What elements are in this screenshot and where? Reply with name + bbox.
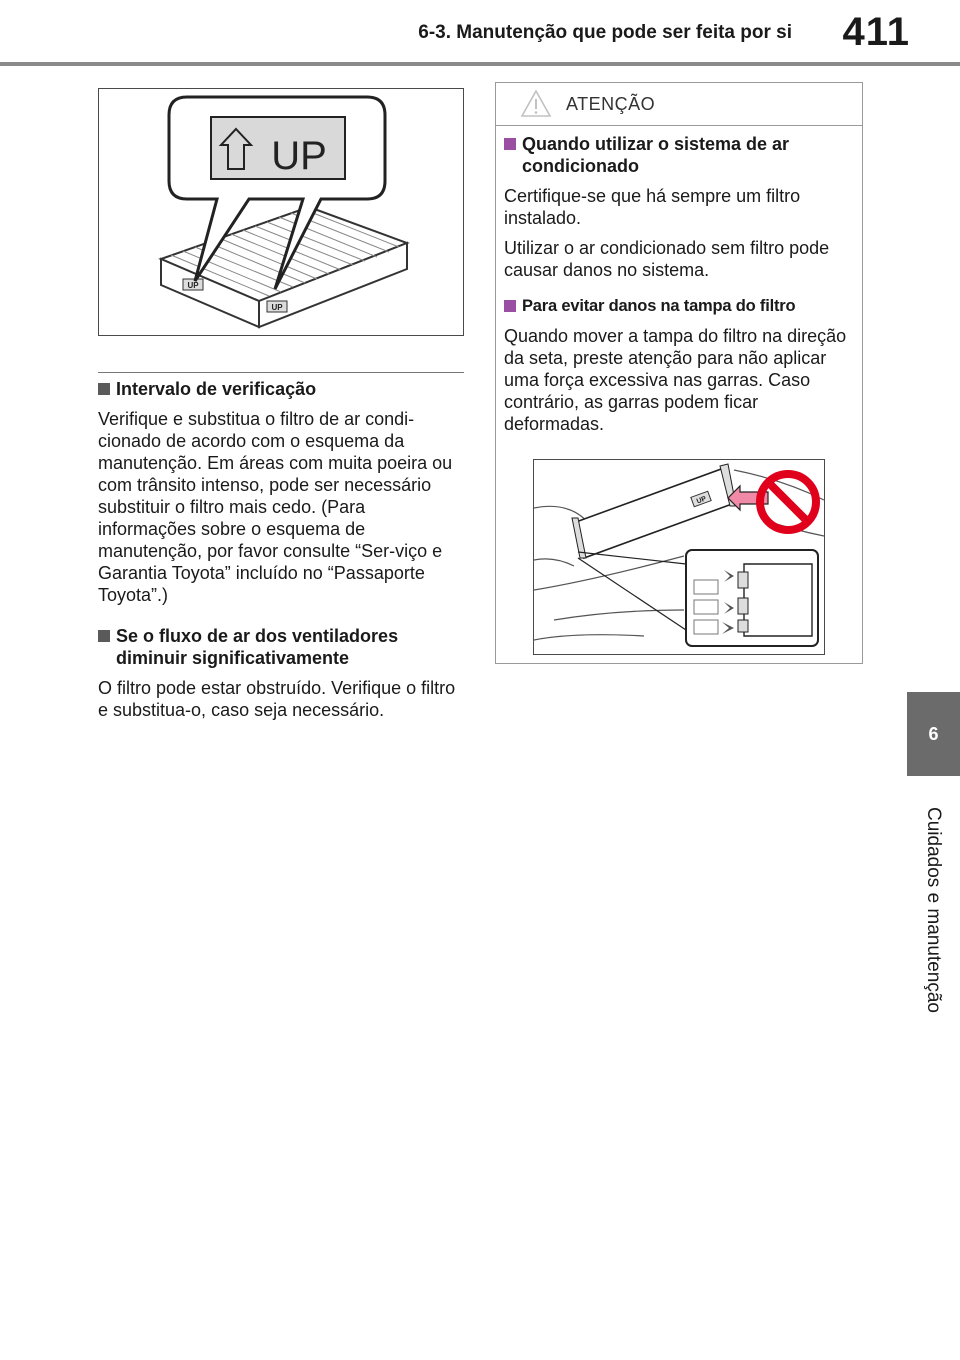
warning-paragraph: Utilizar o ar condicionado sem filtro pode causar danos no sistema.: [504, 238, 830, 280]
page-number: 411: [842, 10, 910, 54]
warning-box: [495, 82, 863, 664]
warning-paragraph: Quando mover a tampa do filtro na direção da seta, preste atenção para não aplicar uma força excessiva nas garras. Caso contrário, as garras podem ficar deformadas.: [504, 326, 847, 434]
section-airflow-reduced: [98, 625, 468, 729]
warning-content: [504, 133, 852, 443]
section-body: O filtro pode estar obstruído. Verifique o filtro e substitua-o, caso seja necessário.: [98, 678, 456, 720]
square-bullet-icon: [98, 630, 110, 642]
small-up-label-left: [183, 279, 203, 290]
chapter-tab[interactable]: [907, 692, 960, 776]
warning-triangle-icon: [520, 89, 552, 119]
section-title: 6-3. Manutenção que pode ser feita por si: [418, 22, 792, 43]
section-heading: Se o fluxo de ar dos ventiladores diminuir significativamente: [116, 626, 399, 668]
filter-figure: [98, 88, 464, 336]
section-inspection-interval: [98, 378, 468, 614]
cover-up-text: UP: [695, 495, 708, 506]
chapter-label-text: Cuidados e manutenção: [923, 807, 945, 1013]
square-bullet-icon: [98, 383, 110, 395]
warning-title: ATENÇÃO: [566, 94, 656, 114]
square-bullet-icon: [504, 300, 516, 312]
warning-paragraph: Certifique-se que há sempre um filtro instalado.: [504, 186, 801, 228]
section-divider: [98, 372, 464, 373]
chapter-number: 6: [928, 723, 939, 744]
square-bullet-icon: [504, 138, 516, 150]
filter-cover-illustration: [534, 460, 824, 654]
small-up-text-right: UP: [271, 303, 283, 312]
warning-heading: Quando utilizar o sistema de ar condicionado: [522, 134, 790, 176]
chapter-label: [883, 790, 960, 1030]
header-rule: [0, 62, 960, 66]
filter-cover: [572, 464, 736, 558]
warning-heading: Para evitar danos na tampa do filtro: [522, 297, 796, 315]
small-up-text-left: UP: [187, 281, 199, 290]
section-heading: Intervalo de verificação: [116, 379, 317, 399]
up-badge-text: UP: [271, 134, 327, 178]
section-body: Verifique e substitua o filtro de ar condi-cionado de acordo com o esquema da manutenção. Em áreas com muita poeira ou com trânsito intenso, pode ser necessário substituir o filtro mais cedo. (Para informações sobre o esquema de manutenção, por favor consulte “Ser-viço e Garantia Toyota” incluído no “Passaporte Toyota”.): [98, 409, 453, 605]
filter-illustration: [99, 89, 463, 335]
warning-header: [496, 83, 862, 126]
detail-callout: [578, 550, 818, 646]
small-up-label-right: [267, 301, 287, 312]
filter-cover-figure: [533, 459, 825, 655]
